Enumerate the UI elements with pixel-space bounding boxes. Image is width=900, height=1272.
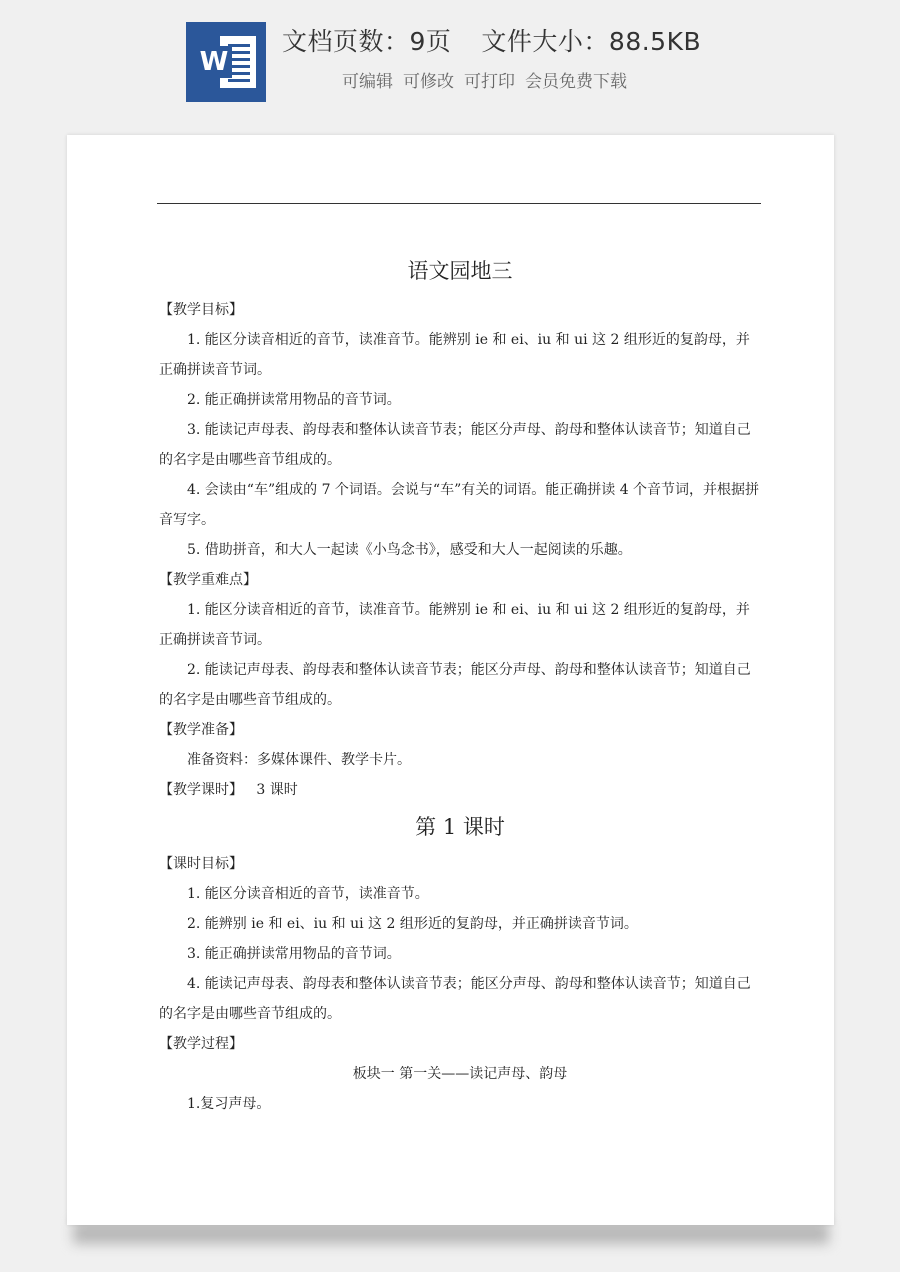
hours-heading: 【教学课时】 [159,782,243,798]
perm-printable: 可打印 [464,72,515,92]
lesson-goal-item: 1. 能区分读音相近的音节，读准音节。 [187,886,429,902]
key-point-item: 2. 能读记声母表、韵母表和整体认读音节表；能区分声母、韵母和整体认读音节；知道自己的名字是由哪些音节组成的。 [159,662,751,708]
process-heading: 【教学过程】 [159,1036,243,1052]
lesson-goals-heading: 【课时目标】 [159,856,243,872]
prep-heading: 【教学准备】 [159,722,243,738]
document-body [159,251,761,1119]
file-permissions [342,67,627,92]
hours-line [159,775,761,805]
block-title: 板块一 第一关——读记声母、韵母 [352,1066,568,1082]
goals-heading: 【教学目标】 [159,302,243,318]
key-points-heading: 【教学重难点】 [159,572,257,588]
word-document-icon [186,22,266,102]
prep-text: 准备资料：多媒体课件、教学卡片。 [187,752,411,768]
header-rule [157,203,761,204]
process-step: 1.复习声母。 [187,1096,271,1112]
page-count: 文档页数：9页 [282,27,452,56]
document-page [67,135,834,1225]
goal-item: 5. 借助拼音，和大人一起读《小鸟念书》，感受和大人一起阅读的乐趣。 [187,542,632,558]
file-info [282,22,701,58]
word-letter: W [196,46,232,78]
hours-value: 3 课时 [256,782,298,798]
lesson-goal-item: 2. 能辨别 ie 和 ei、iu 和 ui 这 2 组形近的复韵母，并正确拼读音节词。 [187,916,638,932]
lesson-goal-item: 4. 能读记声母表、韵母表和整体认读音节表；能区分声母、韵母和整体认读音节；知道自己的名字是由哪些音节组成的。 [159,976,751,1022]
goal-item: 1. 能区分读音相近的音节，读准音节。能辨别 ie 和 ei、iu 和 ui 这 2 组形近的复韵母，并正确拼读音节词。 [159,332,750,378]
file-size: 文件大小：88.5KB [481,27,702,56]
lesson-goal-item: 3. 能正确拼读常用物品的音节词。 [187,946,401,962]
goal-item: 4. 会读由“车”组成的 7 个词语。会说与“车”有关的词语。能正确拼读 4 个音节词，并根据拼音写字。 [159,482,760,528]
goal-item: 3. 能读记声母表、韵母表和整体认读音节表；能区分声母、韵母和整体认读音节；知道自己的名字是由哪些音节组成的。 [159,422,751,468]
lesson-title: 第 1 课时 [415,815,505,839]
download-banner [0,0,900,130]
document-title: 语文园地三 [407,259,513,283]
perm-modifiable: 可修改 [403,72,454,92]
perm-member-download: 会员免费下载 [525,72,627,92]
perm-editable: 可编辑 [342,72,393,92]
goal-item: 2. 能正确拼读常用物品的音节词。 [187,392,401,408]
key-point-item: 1. 能区分读音相近的音节，读准音节。能辨别 ie 和 ei、iu 和 ui 这 2 组形近的复韵母，并正确拼读音节词。 [159,602,750,648]
page-shadow [73,1222,829,1244]
